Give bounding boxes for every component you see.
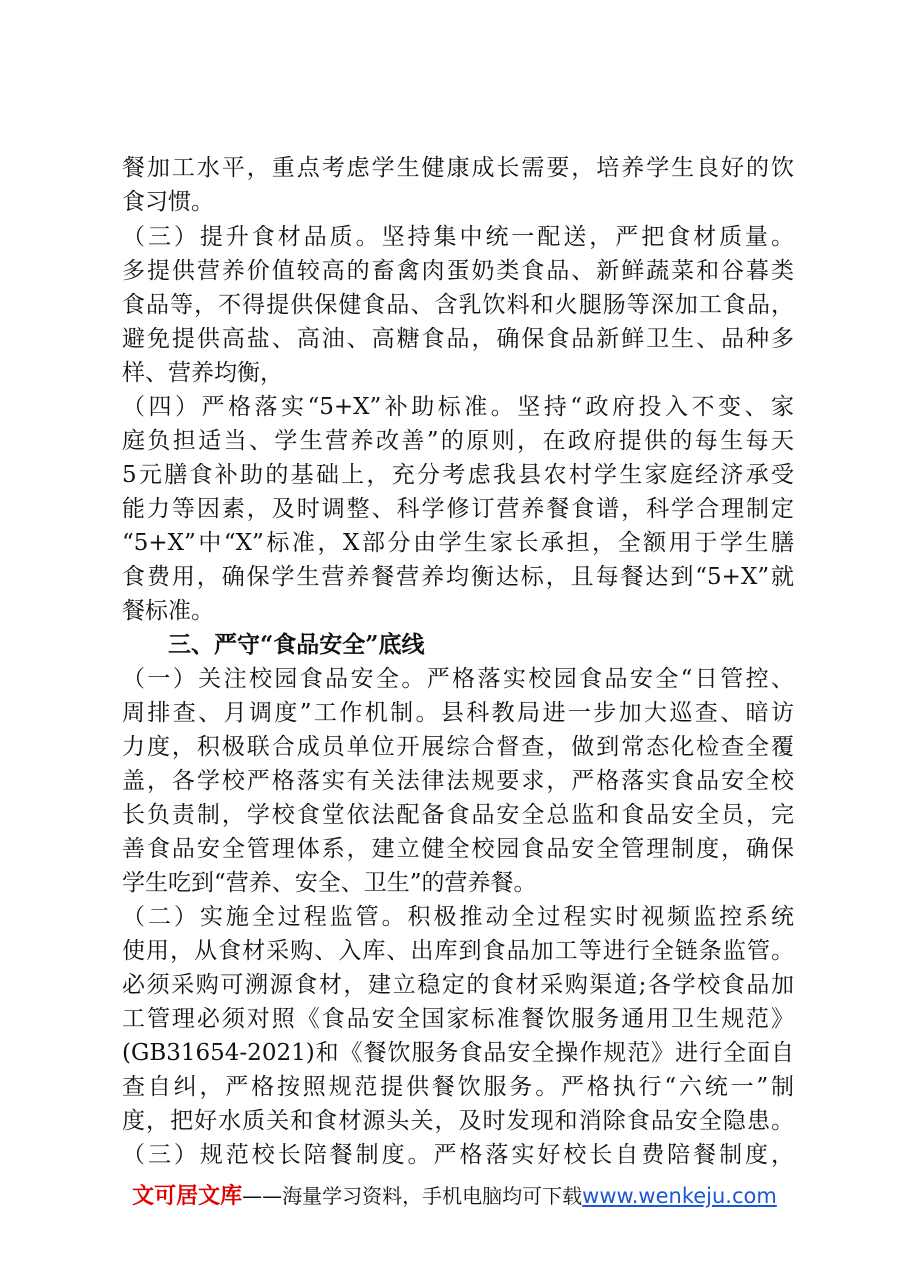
text-line: （二）实施全过程监管。积极推动全过程实时视频监控系统 xyxy=(122,904,794,930)
text-line: 样、营养均衡， xyxy=(122,360,283,386)
footer-watermark xyxy=(0,1182,909,1211)
section-heading: 三、严守“食品安全”底线 xyxy=(168,631,425,658)
text-line: 能力等因素，及时调整、科学修订营养餐食谱，科学合理制定 xyxy=(122,496,794,522)
text-line: （三）规范校长陪餐制度。严格落实好校长自费陪餐制度， xyxy=(122,1142,794,1168)
text-line: （一）关注校园食品安全。严格落实校园食品安全“日管控、 xyxy=(122,666,794,692)
text-line: （四）严格落实“5+X”补助标准。坚持“政府投入不变、家 xyxy=(122,394,794,420)
footer-slogan: ——海量学习资料，手机电脑均可下载 xyxy=(242,1184,583,1208)
text-line: 庭负担适当、学生营养改善”的原则，在政府提供的每生每天 xyxy=(122,428,794,454)
text-line: 度，把好水质关和食材源头关，及时发现和消除食品安全隐患。 xyxy=(122,1108,794,1134)
text-line: 食费用，确保学生营养餐营养均衡达标，且每餐达到“5+X”就 xyxy=(122,564,794,590)
text-line: 必须采购可溯源食材，建立稳定的食材采购渠道;各学校食品加 xyxy=(122,972,794,998)
text-line: 查自纠，严格按照规范提供餐饮服务。严格执行“六统一”制 xyxy=(122,1074,794,1100)
text-line: 力度，积极联合成员单位开展综合督查，做到常态化检查全覆 xyxy=(122,734,794,760)
text-line: 使用，从食材采购、入库、出库到食品加工等进行全链条监管。 xyxy=(122,938,794,964)
text-line: 食品等，不得提供保健食品、含乳饮料和火腿肠等深加工食品， xyxy=(122,292,794,318)
footer-link[interactable]: www.wenkeju.com xyxy=(582,1184,777,1208)
text-line: 盖，各学校严格落实有关法律法规要求，严格落实食品安全校 xyxy=(122,768,794,794)
text-line: 餐加工水平，重点考虑学生健康成长需要，培养学生良好的饮 xyxy=(122,155,794,181)
footer-brand: 文可居文库 xyxy=(132,1184,243,1209)
text-line: 学生吃到“营养、安全、卫生”的营养餐。 xyxy=(122,870,537,896)
text-line: （三）提升食材品质。坚持集中统一配送，严把食材质量。 xyxy=(122,224,794,250)
text-line: 5元膳食补助的基础上，充分考虑我县农村学生家庭经济承受 xyxy=(122,462,794,488)
text-line: 食习惯。 xyxy=(122,189,214,215)
text-line: 周排查、月调度”工作机制。县科教局进一步加大巡查、暗访 xyxy=(122,700,794,726)
text-line: 工管理必须对照《食品安全国家标准餐饮服务通用卫生规范》 xyxy=(122,1006,794,1032)
text-line: 长负责制，学校食堂依法配备食品安全总监和食品安全员，完 xyxy=(122,802,794,828)
text-line: 善食品安全管理体系，建立健全校园食品安全管理制度，确保 xyxy=(122,836,794,862)
text-line: (GB31654-2021)和《餐饮服务食品安全操作规范》进行全面自 xyxy=(122,1040,794,1066)
text-line: 多提供营养价值较高的畜禽肉蛋奶类食品、新鲜蔬菜和谷暮类 xyxy=(122,258,794,284)
text-line: 避免提供高盐、高油、高糖食品，确保食品新鲜卫生、品种多 xyxy=(122,326,794,352)
text-line: “5+X”中“X”标准，X部分由学生家长承担，全额用于学生膳 xyxy=(122,530,794,556)
text-line: 餐标准。 xyxy=(122,598,214,624)
